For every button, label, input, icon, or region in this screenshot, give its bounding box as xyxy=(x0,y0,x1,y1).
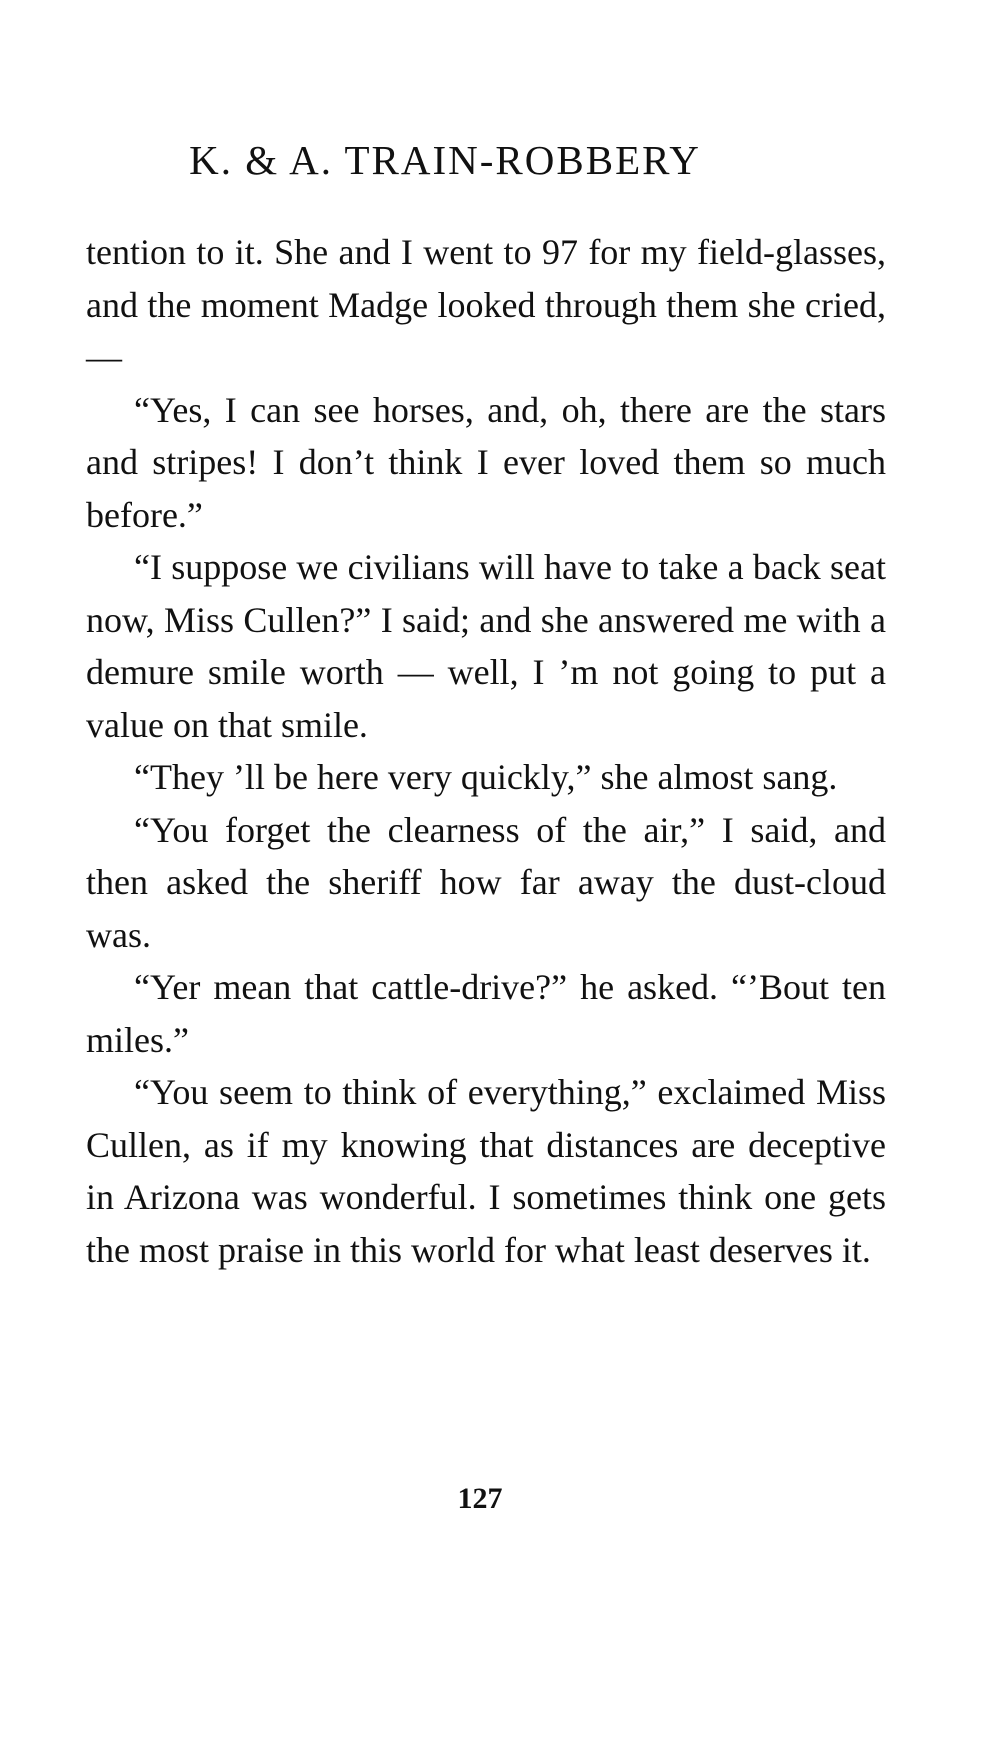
paragraph: “Yer mean that cattle-drive?” he asked. “’Bout ten miles.” xyxy=(86,967,886,1060)
running-head: K. & A. TRAIN-ROBBERY xyxy=(189,137,701,183)
paragraph-continuation: tention to it. She and I went to 97 for my field-glasses, and the moment Madge looked through them she cried, — xyxy=(86,232,886,377)
paragraph: “You seem to think of everything,” exclaimed Miss Cullen, as if my knowing that distances are deceptive in Arizona was wonderful. I sometimes think one gets the most praise in this world for what least deserves it. xyxy=(86,1072,886,1270)
body-text xyxy=(86,226,886,1276)
paragraph: “I suppose we civilians will have to take a back seat now, Miss Cullen?” I said; and she answered me with a demure smile worth — well, I ’m not going to put a value on that smile. xyxy=(86,547,886,745)
page-number: 127 xyxy=(457,1482,503,1515)
paragraph: “You forget the clearness of the air,” I said, and then asked the sheriff how far away the dust-cloud was. xyxy=(86,809,886,955)
paragraph: “Yes, I can see horses, and, oh, there are the stars and stripes! I don’t think I ever loved them so much before.” xyxy=(86,389,886,535)
paragraph: “They ’ll be here very quickly,” she almost sang. xyxy=(134,757,838,797)
